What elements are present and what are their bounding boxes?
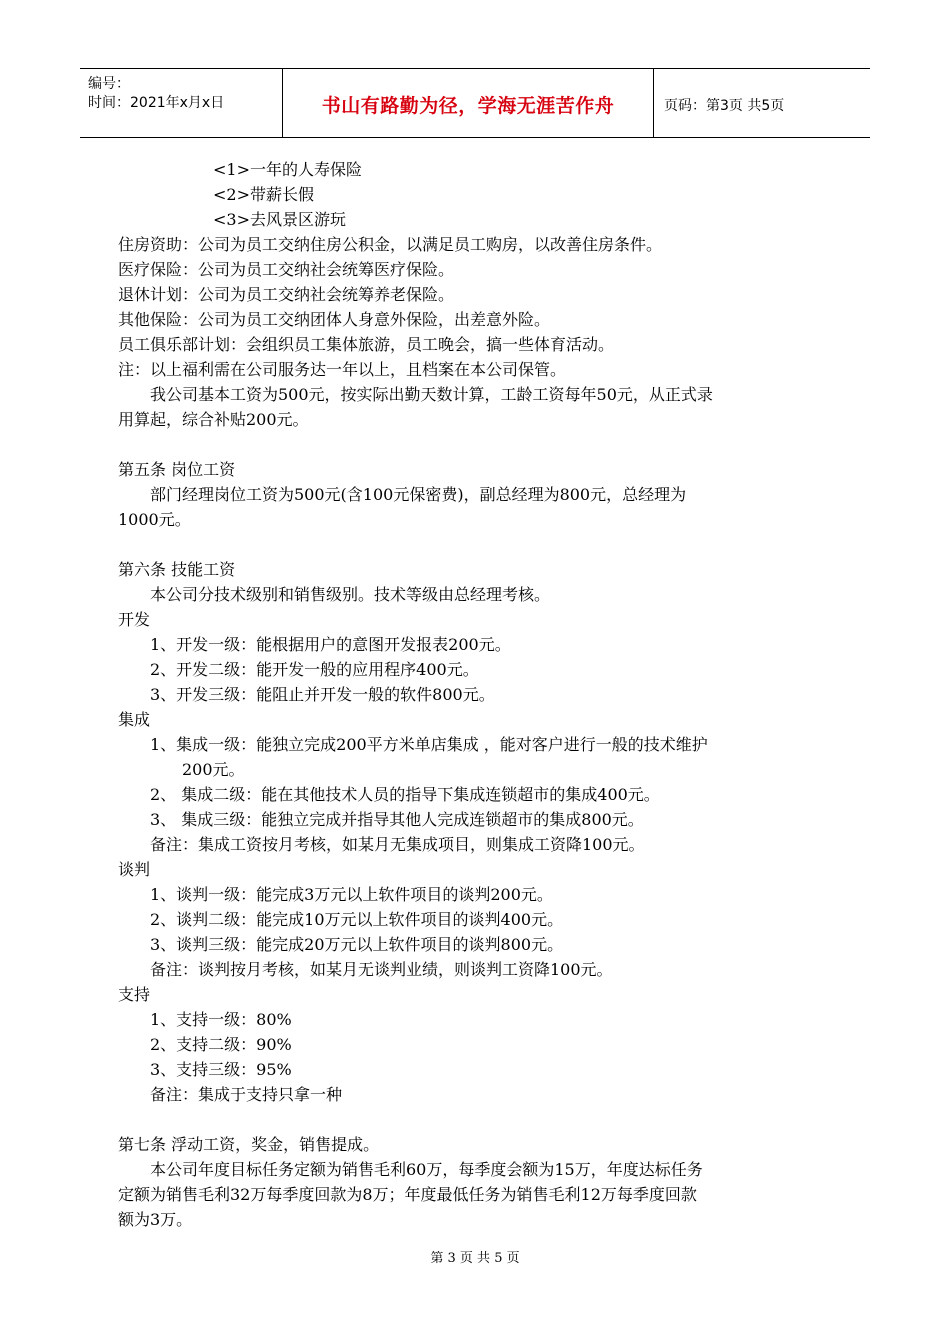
benefit-item-3: <3>去风景区游玩 <box>213 210 346 229</box>
header-motto: 书山有路勤为径，学海无涯苦作舟 <box>321 95 615 117</box>
negotiation-level-3: 3、谈判三级：能完成20万元以上软件项目的谈判800元。 <box>150 935 564 954</box>
support-level-3: 3、支持三级：95% <box>150 1060 292 1079</box>
benefits-note-text: 注：以上福利需在公司服务达一年以上，且档案在本公司保管。 <box>118 360 567 379</box>
medical-insurance-text: 医疗保险：公司为员工交纳社会统筹医疗保险。 <box>118 260 455 279</box>
integration-heading: 集成 <box>118 710 151 729</box>
integration-level-3: 3、 集成三级：能独立完成并指导其他人完成连锁超市的集成800元。 <box>150 810 644 829</box>
page-footer: 第 3 页 共 5 页 <box>430 1251 520 1266</box>
support-level-1: 1、支持一级：80% <box>150 1010 292 1029</box>
development-level-3: 3、开发三级：能阻止并开发一般的软件800元。 <box>150 685 495 704</box>
negotiation-level-1: 1、谈判一级：能完成3万元以上软件项目的谈判200元。 <box>150 885 553 904</box>
development-level-1: 1、开发一级：能根据用户的意图开发报表200元。 <box>150 635 511 654</box>
position-salary-text: 部门经理岗位工资为500元(含100元保密费)，副总经理为800元，总经理为 <box>150 485 687 504</box>
sales-target-text-end: 额为3万。 <box>118 1210 193 1229</box>
integration-note: 备注：集成工资按月考核，如某月无集成项目，则集成工资降100元。 <box>150 835 645 854</box>
housing-assistance-text: 住房资助：公司为员工交纳住房公积金，以满足员工购房，以改善住房条件。 <box>118 235 663 254</box>
integration-level-1-cont: 200元。 <box>182 760 245 779</box>
negotiation-level-2: 2、谈判二级：能完成10万元以上软件项目的谈判400元。 <box>150 910 564 929</box>
base-salary-text: 我公司基本工资为500元，按实际出勤天数计算，工龄工资每年50元，从正式录 <box>150 385 713 404</box>
development-heading: 开发 <box>118 610 151 629</box>
header-meta-cell <box>80 69 283 137</box>
base-salary-text-cont: 用算起，综合补贴200元。 <box>118 410 309 429</box>
negotiation-note: 备注：谈判按月考核，如某月无谈判业绩，则谈判工资降100元。 <box>150 960 613 979</box>
support-note: 备注：集成于支持只拿一种 <box>150 1085 343 1104</box>
document-number-label: 编号： <box>88 76 130 92</box>
integration-level-1: 1、集成一级：能独立完成200平方米单店集成 ，能对客户进行一般的技术维护 <box>150 735 708 754</box>
position-salary-text-cont: 1000元。 <box>118 510 191 529</box>
integration-level-2: 2、 集成二级：能在其他技术人员的指导下集成连锁超市的集成400元。 <box>150 785 660 804</box>
other-insurance-text: 其他保险：公司为员工交纳团体人身意外保险，出差意外险。 <box>118 310 551 329</box>
employee-club-text: 员工俱乐部计划：会组织员工集体旅游，员工晚会，搞一些体育活动。 <box>118 335 615 354</box>
support-level-2: 2、支持二级：90% <box>150 1035 292 1054</box>
skill-levels-intro: 本公司分技术级别和销售级别。技术等级由总经理考核。 <box>150 585 551 604</box>
sales-target-text: 本公司年度目标任务定额为销售毛利60万，每季度会额为15万，年度达标任务 <box>150 1160 703 1179</box>
development-level-2: 2、开发二级：能开发一般的应用程序400元。 <box>150 660 479 679</box>
benefit-item-1: <1>一年的人寿保险 <box>213 160 362 179</box>
header-motto-cell <box>283 69 654 137</box>
article-6-heading: 第六条 技能工资 <box>118 560 236 579</box>
document-date-label: 时间：2021年x月x日 <box>88 95 225 111</box>
page-header <box>80 68 870 138</box>
sales-target-text-cont: 定额为销售毛利32万每季度回款为8万；年度最低任务为销售毛利12万每季度回款 <box>118 1185 697 1204</box>
negotiation-heading: 谈判 <box>118 860 151 879</box>
header-page-number: 页码：第3页 共5页 <box>664 98 785 114</box>
benefit-item-2: <2>带薪长假 <box>213 185 314 204</box>
support-heading: 支持 <box>118 985 151 1004</box>
article-7-heading: 第七条 浮动工资，奖金，销售提成。 <box>118 1135 380 1154</box>
retirement-plan-text: 退休计划：公司为员工交纳社会统筹养老保险。 <box>118 285 455 304</box>
article-5-heading: 第五条 岗位工资 <box>118 460 236 479</box>
